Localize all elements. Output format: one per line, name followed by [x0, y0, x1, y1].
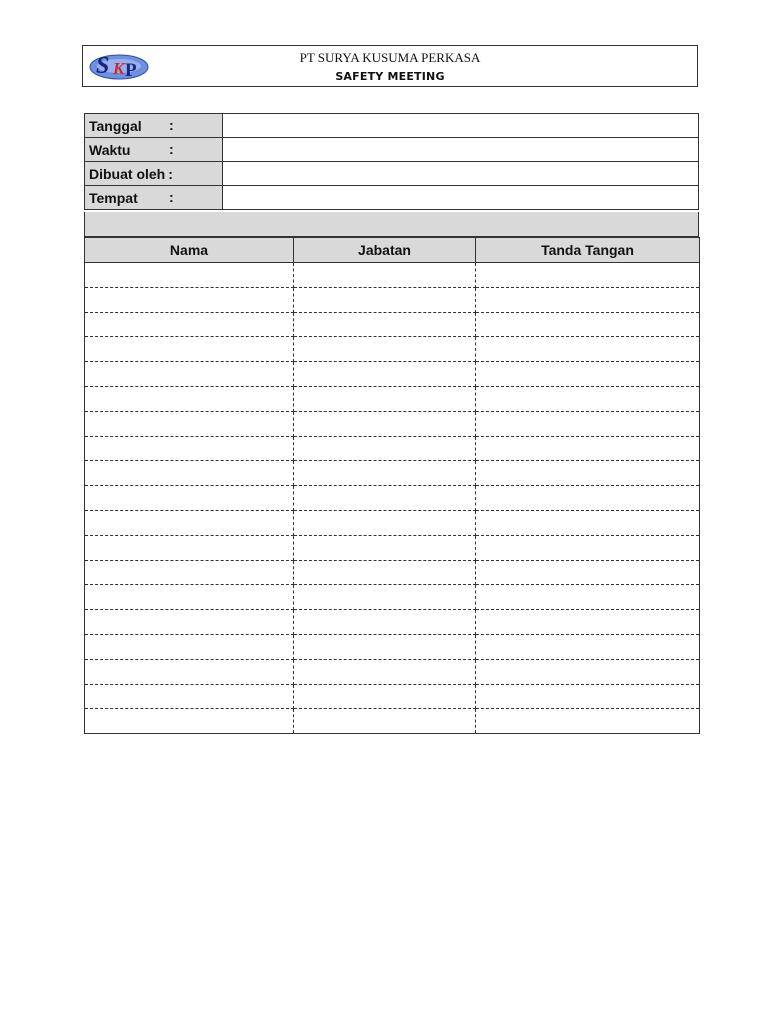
table-row	[85, 461, 700, 486]
info-label: Dibuat oleh	[89, 165, 166, 182]
nama-cell[interactable]	[85, 312, 294, 337]
tanda-tangan-cell[interactable]	[476, 386, 700, 411]
nama-cell[interactable]	[85, 386, 294, 411]
tanda-tangan-cell[interactable]	[476, 585, 700, 610]
tanda-tangan-cell[interactable]	[476, 461, 700, 486]
svg-text:S: S	[96, 53, 110, 79]
jabatan-cell[interactable]	[294, 610, 476, 635]
table-row	[85, 312, 700, 337]
table-row	[85, 411, 700, 436]
nama-cell[interactable]	[85, 362, 294, 387]
section-separator	[84, 212, 699, 237]
table-row	[85, 659, 700, 684]
jabatan-cell[interactable]	[294, 535, 476, 560]
jabatan-cell[interactable]	[294, 411, 476, 436]
jabatan-cell[interactable]	[294, 560, 476, 585]
svg-text:K: K	[113, 59, 125, 78]
tanda-tangan-cell[interactable]	[476, 510, 700, 535]
table-row	[85, 560, 700, 585]
table-row	[85, 362, 700, 387]
info-colon: :	[169, 141, 174, 157]
nama-cell[interactable]	[85, 436, 294, 461]
info-colon: :	[169, 117, 174, 133]
nama-cell[interactable]	[85, 535, 294, 560]
jabatan-cell[interactable]	[294, 337, 476, 362]
meeting-info-table	[84, 113, 699, 210]
attendance-header-row	[85, 238, 700, 263]
info-row-waktu	[85, 138, 699, 162]
jabatan-cell[interactable]	[294, 436, 476, 461]
jabatan-cell[interactable]	[294, 709, 476, 734]
nama-cell[interactable]	[85, 659, 294, 684]
column-header-jabatan: Jabatan	[294, 238, 476, 263]
info-label-cell	[85, 114, 223, 138]
info-label: Tanggal	[89, 117, 142, 134]
nama-cell[interactable]	[85, 287, 294, 312]
info-label-cell	[85, 186, 223, 210]
nama-cell[interactable]	[85, 585, 294, 610]
jabatan-cell[interactable]	[294, 263, 476, 288]
jabatan-cell[interactable]	[294, 684, 476, 709]
jabatan-cell[interactable]	[294, 287, 476, 312]
jabatan-cell[interactable]	[294, 510, 476, 535]
dibuat-oleh-field[interactable]	[223, 162, 699, 186]
info-colon: :	[169, 189, 174, 205]
tanda-tangan-cell[interactable]	[476, 436, 700, 461]
nama-cell[interactable]	[85, 337, 294, 362]
tempat-field[interactable]	[223, 186, 699, 210]
nama-cell[interactable]	[85, 709, 294, 734]
jabatan-cell[interactable]	[294, 362, 476, 387]
table-row	[85, 634, 700, 659]
jabatan-cell[interactable]	[294, 461, 476, 486]
column-header-nama: Nama	[85, 238, 294, 263]
tanda-tangan-cell[interactable]	[476, 659, 700, 684]
info-row-tanggal	[85, 114, 699, 138]
jabatan-cell[interactable]	[294, 312, 476, 337]
table-row	[85, 585, 700, 610]
tanda-tangan-cell[interactable]	[476, 610, 700, 635]
tanda-tangan-cell[interactable]	[476, 684, 700, 709]
svg-text:P: P	[125, 60, 137, 81]
jabatan-cell[interactable]	[294, 585, 476, 610]
nama-cell[interactable]	[85, 411, 294, 436]
info-colon: :	[168, 165, 173, 182]
tanda-tangan-cell[interactable]	[476, 411, 700, 436]
tanda-tangan-cell[interactable]	[476, 287, 700, 312]
table-row	[85, 684, 700, 709]
jabatan-cell[interactable]	[294, 659, 476, 684]
info-label: Waktu	[89, 141, 131, 158]
table-row	[85, 486, 700, 511]
nama-cell[interactable]	[85, 560, 294, 585]
info-label: Tempat	[89, 189, 138, 206]
info-label-cell	[85, 162, 223, 186]
table-row	[85, 287, 700, 312]
jabatan-cell[interactable]	[294, 386, 476, 411]
company-name: PT SURYA KUSUMA PERKASA	[299, 50, 481, 65]
info-label-cell	[85, 138, 223, 162]
info-row-tempat	[85, 186, 699, 210]
column-header-tanda-tangan: Tanda Tangan	[476, 238, 700, 263]
tanda-tangan-cell[interactable]	[476, 312, 700, 337]
table-row	[85, 709, 700, 734]
table-row	[85, 263, 700, 288]
attendance-table	[84, 237, 700, 734]
tanda-tangan-cell[interactable]	[476, 560, 700, 585]
nama-cell[interactable]	[85, 684, 294, 709]
table-row	[85, 510, 700, 535]
jabatan-cell[interactable]	[294, 634, 476, 659]
tanda-tangan-cell[interactable]	[476, 362, 700, 387]
table-row	[85, 337, 700, 362]
waktu-field[interactable]	[223, 138, 699, 162]
info-row-dibuat-oleh	[85, 162, 699, 186]
attendance-body	[85, 263, 700, 734]
table-row	[85, 535, 700, 560]
nama-cell[interactable]	[85, 610, 294, 635]
tanda-tangan-cell[interactable]	[476, 337, 700, 362]
nama-cell[interactable]	[85, 461, 294, 486]
jabatan-cell[interactable]	[294, 486, 476, 511]
nama-cell[interactable]	[85, 510, 294, 535]
nama-cell[interactable]	[85, 634, 294, 659]
tanda-tangan-cell[interactable]	[476, 535, 700, 560]
tanda-tangan-cell[interactable]	[476, 634, 700, 659]
tanggal-field[interactable]	[223, 114, 699, 138]
table-row	[85, 610, 700, 635]
document-title: SAFETY MEETING	[335, 70, 445, 83]
tanda-tangan-cell[interactable]	[476, 263, 700, 288]
nama-cell[interactable]	[85, 486, 294, 511]
document-header	[82, 45, 698, 87]
table-row	[85, 436, 700, 461]
tanda-tangan-cell[interactable]	[476, 486, 700, 511]
tanda-tangan-cell[interactable]	[476, 709, 700, 734]
nama-cell[interactable]	[85, 263, 294, 288]
table-row	[85, 386, 700, 411]
